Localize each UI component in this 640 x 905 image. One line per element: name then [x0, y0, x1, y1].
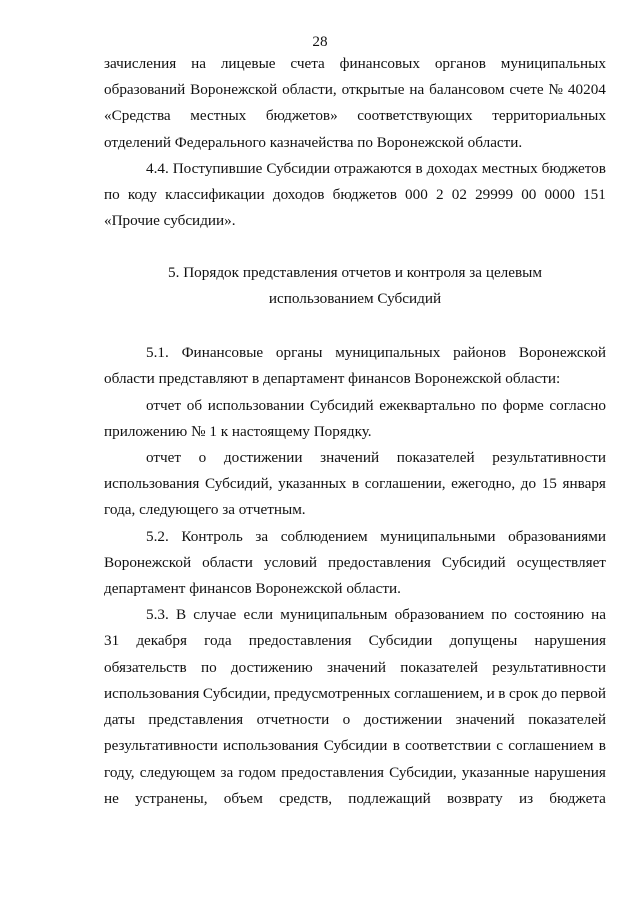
word: года	[204, 632, 232, 649]
word: обязательств	[104, 659, 187, 676]
word: не	[104, 790, 119, 807]
word: нарушения	[534, 632, 606, 649]
text-line	[104, 554, 606, 572]
word: Контроль	[181, 528, 243, 545]
word: 00	[521, 186, 537, 203]
word: подлежащий	[348, 790, 431, 807]
word: до	[541, 685, 558, 702]
word: 29999	[475, 186, 514, 203]
word: бюджета	[549, 790, 606, 807]
word: ежеквартально	[379, 397, 476, 414]
text-line	[146, 160, 606, 178]
word: доходов	[272, 186, 325, 203]
word: 4.4.	[146, 160, 169, 177]
text-line	[104, 475, 606, 493]
word: Субсидии,	[202, 685, 271, 702]
word: соответствующих	[357, 107, 473, 124]
word: Субсидий	[441, 554, 506, 571]
word: 02	[451, 186, 467, 203]
word: результативности	[492, 659, 606, 676]
word: отчетности	[256, 711, 330, 728]
word: на	[191, 55, 206, 72]
word: об	[186, 397, 203, 414]
text-line	[146, 344, 606, 362]
word: образованиями	[508, 528, 606, 545]
text-line: отделений Федерального казначейства по Воронежской области.	[104, 134, 523, 151]
word: использования	[104, 475, 200, 492]
word: области,	[282, 81, 337, 98]
word: до	[520, 475, 537, 492]
word: районов	[453, 344, 507, 361]
word: муниципальным	[280, 606, 388, 623]
word: срок	[508, 685, 539, 702]
word: указанные	[461, 764, 530, 781]
word: показателей	[528, 711, 606, 728]
text-line	[104, 659, 606, 677]
word: возврату	[446, 790, 503, 807]
word: 40204	[567, 81, 606, 98]
text-line	[104, 737, 606, 755]
word: местных	[190, 107, 247, 124]
word: лицевые	[220, 55, 276, 72]
word: 15	[541, 475, 557, 492]
text-line	[104, 632, 606, 650]
word: на	[409, 81, 425, 98]
word: области	[202, 554, 253, 571]
word: 0000	[544, 186, 575, 203]
word: зачисления	[104, 55, 177, 72]
word: результативности	[104, 737, 218, 754]
word: использовании	[207, 397, 305, 414]
text-line	[146, 397, 606, 415]
word: отчет	[146, 397, 182, 414]
word: в	[392, 737, 400, 754]
word: осуществляет	[516, 554, 606, 571]
word: В	[175, 606, 187, 623]
word: Субсидии,	[389, 764, 457, 781]
word: даты	[104, 711, 135, 728]
text-line	[146, 528, 606, 546]
word: Финансовые	[181, 344, 264, 361]
text-line	[104, 711, 606, 729]
word: по	[200, 659, 217, 676]
word: коду	[127, 186, 157, 203]
word: органы	[275, 344, 323, 361]
text-line	[104, 790, 606, 808]
word: января	[562, 475, 606, 492]
word: 31	[104, 632, 120, 649]
word: классификации	[165, 186, 265, 203]
word: открытые	[341, 81, 405, 98]
word: Субсидии	[266, 160, 331, 177]
text-line	[104, 81, 606, 99]
text-line: департамент финансов Воронежской области.	[104, 580, 401, 597]
word: случае	[193, 606, 237, 623]
word: балансовом	[429, 81, 505, 98]
word: на	[591, 606, 606, 623]
word: следующем	[139, 764, 216, 781]
word: с	[496, 737, 504, 754]
word: в	[415, 160, 423, 177]
word: по	[481, 397, 497, 414]
word: Субсидии	[368, 632, 433, 649]
word: органов	[434, 55, 486, 72]
word: отчет	[146, 449, 182, 466]
word: допущены	[449, 632, 518, 649]
word: бюджетов	[332, 186, 397, 203]
word: местных	[481, 160, 538, 177]
word: предусмотренных	[273, 685, 391, 702]
word: отражаются	[334, 160, 412, 177]
text-line	[146, 606, 606, 624]
word: в	[352, 475, 360, 492]
word: первой	[560, 685, 606, 702]
word: соблюдением	[280, 528, 368, 545]
word: Субсидий	[309, 397, 374, 414]
word: 5.1.	[146, 344, 169, 361]
word: ежегодно,	[451, 475, 516, 492]
word: 151	[583, 186, 606, 203]
word: 2	[435, 186, 444, 203]
word: годом	[238, 764, 277, 781]
word: финансовых	[339, 55, 420, 72]
word: муниципальными	[380, 528, 496, 545]
word: если	[243, 606, 274, 623]
word: образованием	[394, 606, 485, 623]
word: предоставления	[248, 632, 352, 649]
word: муниципальных	[335, 344, 441, 361]
word: «Средства	[104, 107, 171, 124]
word: использования	[104, 685, 200, 702]
word: объем	[223, 790, 263, 807]
text-line	[104, 764, 606, 782]
word: и	[486, 685, 495, 702]
word: значений	[320, 449, 380, 466]
word: использования	[223, 737, 319, 754]
word: достижении	[223, 449, 303, 466]
section-heading: 5. Порядок представления отчетов и контроля за целевым	[168, 264, 542, 281]
word: доходах	[426, 160, 478, 177]
word: муниципальных	[500, 55, 606, 72]
word: форме	[502, 397, 544, 414]
word: значений	[326, 659, 386, 676]
text-line	[104, 186, 606, 204]
word: результативности	[492, 449, 606, 466]
word: средств,	[279, 790, 333, 807]
word: по	[491, 606, 507, 623]
word: нарушения	[534, 764, 606, 781]
word: году,	[104, 764, 135, 781]
word: 000	[405, 186, 428, 203]
word: соглашении,	[364, 475, 446, 492]
word: соответствии	[405, 737, 491, 754]
word: 5.2.	[146, 528, 169, 545]
word: указанных	[278, 475, 347, 492]
word: согласно	[549, 397, 606, 414]
word: достижении	[363, 711, 443, 728]
word: счете	[509, 81, 544, 98]
word: за	[220, 764, 234, 781]
word: 5.3.	[146, 606, 169, 623]
word: за	[255, 528, 269, 545]
section-heading: использованием Субсидий	[268, 290, 442, 307]
word: состоянию	[514, 606, 584, 623]
word: Воронежской	[190, 81, 278, 98]
word: о	[342, 711, 351, 728]
word: представления	[148, 711, 244, 728]
word: значений	[455, 711, 515, 728]
word: по	[104, 186, 120, 203]
word: предоставления	[281, 764, 384, 781]
word: бюджетов	[541, 160, 606, 177]
text-line	[104, 55, 606, 73]
word: Субсидий,	[204, 475, 273, 492]
word: достижению	[230, 659, 313, 676]
page-number: 28	[312, 33, 328, 50]
word: бюджетов»	[265, 107, 338, 124]
word: Поступившие	[172, 160, 263, 177]
word: образований	[104, 81, 186, 98]
word: в	[498, 685, 506, 702]
word: показателей	[396, 449, 475, 466]
word: соглашением,	[394, 685, 484, 702]
word: соглашением	[508, 737, 594, 754]
word: территориальных	[492, 107, 606, 124]
text-line	[146, 449, 606, 467]
text-line	[104, 685, 606, 703]
word: Субсидии	[323, 737, 388, 754]
word: о	[198, 449, 207, 466]
word: Воронежской	[518, 344, 606, 361]
word: из	[518, 790, 534, 807]
word: №	[548, 81, 564, 98]
word: условий	[264, 554, 317, 571]
word: счета	[290, 55, 325, 72]
text-line: области представляют в департамент финансов Воронежской области:	[104, 370, 561, 387]
text-line: приложению № 1 к настоящему Порядку.	[104, 423, 372, 440]
text-line: «Прочие субсидии».	[104, 212, 236, 229]
text-line	[104, 107, 606, 125]
word: в	[598, 737, 606, 754]
word: Воронежской	[104, 554, 192, 571]
text-line: года, следующего за отчетным.	[104, 501, 306, 518]
word: декабря	[136, 632, 187, 649]
word: показателей	[400, 659, 478, 676]
word: устранены,	[135, 790, 208, 807]
word: предоставления	[328, 554, 431, 571]
